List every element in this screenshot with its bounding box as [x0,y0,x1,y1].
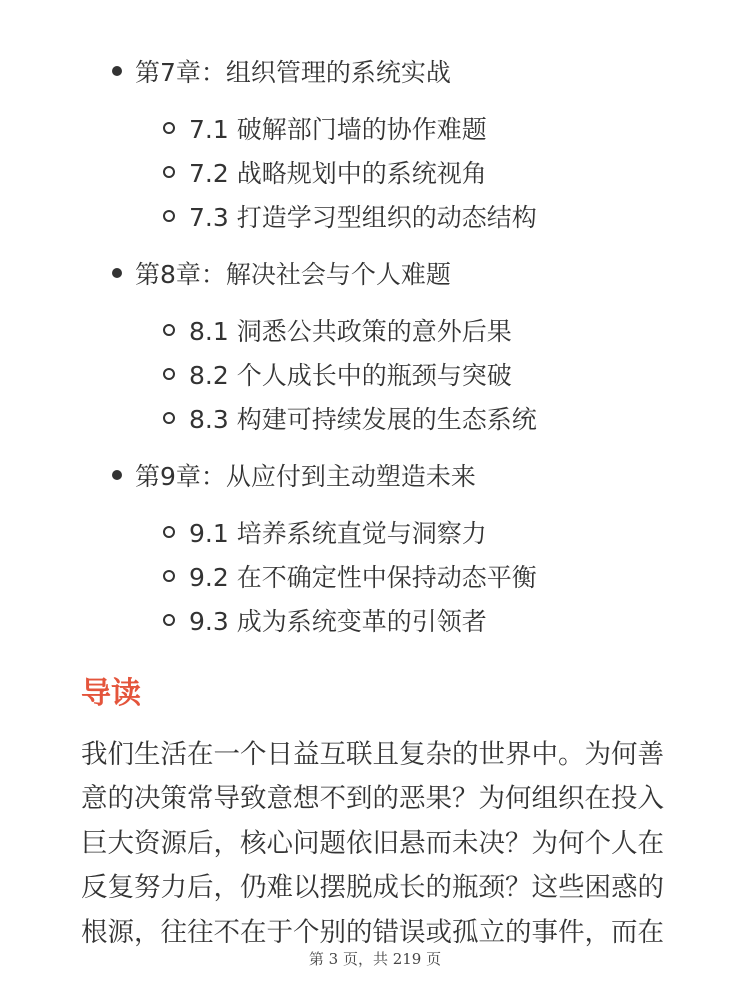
section-label: 9.3 成为系统变革的引领者 [189,607,487,636]
toc-section-7-2 [163,152,487,192]
toc-section-7-3 [163,196,537,236]
toc-section-9-3 [163,600,487,640]
section-label: 8.1 洞悉公共政策的意外后果 [189,317,512,346]
toc-section-7-1 [163,108,487,148]
section-label: 9.1 培养系统直觉与洞察力 [189,519,487,548]
bullet-circle-icon [163,614,175,626]
toc-chapter-8 [112,253,451,293]
paragraph-line: 意的决策常导致意想不到的恶果？为何组织在投入 [81,783,664,815]
paragraph-line: 我们生活在一个日益互联且复杂的世界中。为何善 [81,739,664,770]
chapter-label: 第8章：解决社会与个人难题 [135,260,451,289]
bullet-disc-icon [112,66,122,76]
bullet-circle-icon [163,526,175,538]
paragraph-line: 根源，往往不在于个别的错误或孤立的事件，而在 [81,916,664,948]
bullet-circle-icon [163,166,175,178]
toc-section-8-2 [163,354,512,394]
bullet-circle-icon [163,368,175,380]
bullet-circle-icon [163,210,175,222]
section-label: 7.1 破解部门墙的协作难题 [189,115,487,144]
bullet-disc-icon [112,268,122,278]
bullet-circle-icon [163,122,175,134]
intro-heading: 导读 [81,676,141,711]
toc-chapter-7 [112,51,451,91]
toc-section-8-3 [163,398,537,438]
section-label: 7.2 战略规划中的系统视角 [189,159,487,188]
toc-section-8-1 [163,310,512,350]
paragraph-line: 巨大资源后，核心问题依旧悬而未决？为何个人在 [81,827,664,859]
page-footer: 第 3 页，共 219 页 [308,950,442,968]
section-label: 9.2 在不确定性中保持动态平衡 [189,563,537,592]
toc-section-9-1 [163,512,487,552]
bullet-circle-icon [163,324,175,336]
section-label: 8.2 个人成长中的瓶颈与突破 [189,361,512,390]
toc-section-9-2 [163,556,537,596]
bullet-disc-icon [112,470,122,480]
bullet-circle-icon [163,412,175,424]
section-label: 8.3 构建可持续发展的生态系统 [189,405,537,434]
chapter-label: 第9章：从应付到主动塑造未来 [135,462,476,491]
paragraph-line: 反复努力后，仍难以摆脱成长的瓶颈？这些困惑的 [81,872,664,904]
chapter-label: 第7章：组织管理的系统实战 [135,58,451,87]
intro-paragraph [81,733,677,955]
bullet-circle-icon [163,570,175,582]
toc-chapter-9 [112,455,476,495]
section-label: 7.3 打造学习型组织的动态结构 [189,203,537,232]
